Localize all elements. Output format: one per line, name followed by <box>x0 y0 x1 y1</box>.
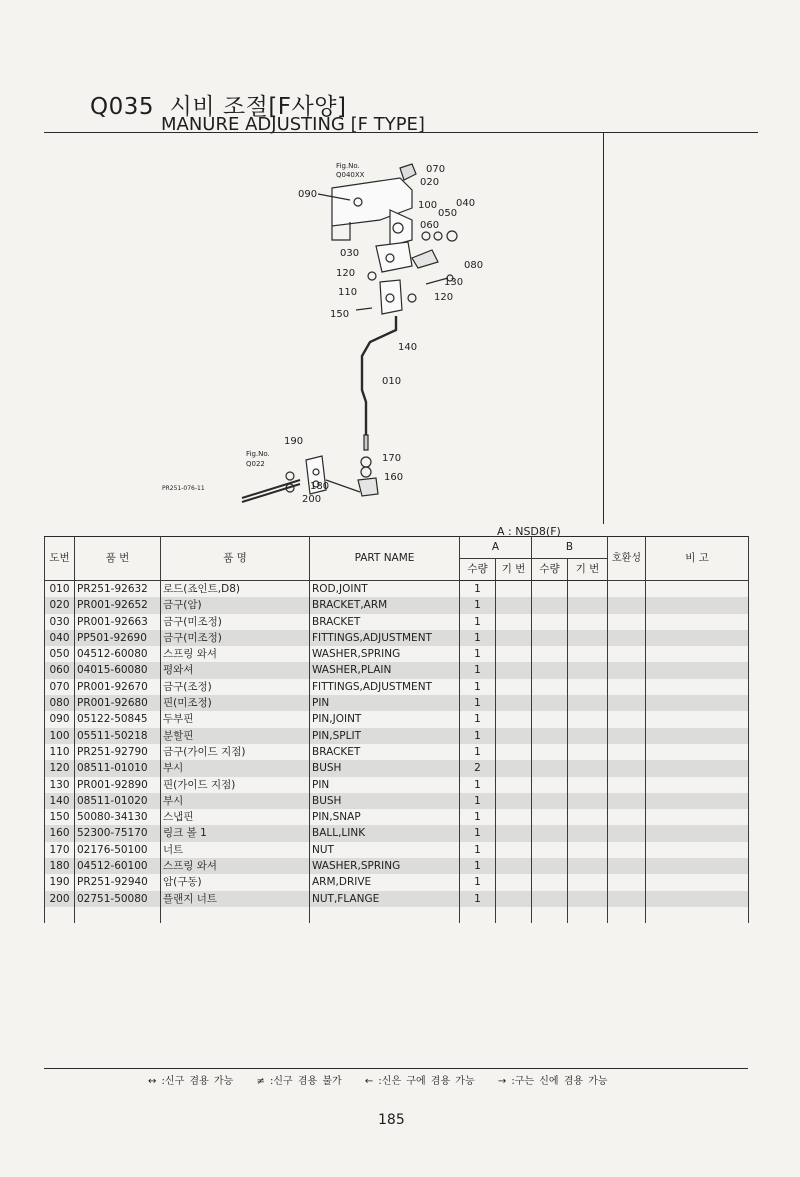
row-part-no: 04015-60080 <box>75 662 161 678</box>
row-qty-a: 1 <box>460 630 496 646</box>
row-interchange <box>608 597 646 613</box>
row-no: 200 <box>45 891 75 907</box>
row-qty-b <box>532 728 568 744</box>
row-no: 080 <box>45 695 75 711</box>
row-no: 030 <box>45 614 75 630</box>
row-base-a <box>496 809 532 825</box>
row-interchange <box>608 793 646 809</box>
row-qty-b <box>532 695 568 711</box>
row-remarks <box>646 662 749 678</box>
page-number: 185 <box>378 1112 405 1128</box>
table-row <box>45 662 749 678</box>
row-remarks <box>646 777 749 793</box>
row-qty-b <box>532 646 568 662</box>
row-base-a <box>496 614 532 630</box>
row-part-no: 04512-60080 <box>75 646 161 662</box>
row-remarks <box>646 646 749 662</box>
callout: 200 <box>302 494 322 505</box>
row-base-a <box>496 646 532 662</box>
callout: 130 <box>444 277 464 288</box>
row-no: 170 <box>45 842 75 858</box>
row-no: 090 <box>45 711 75 727</box>
row-base-a <box>496 858 532 874</box>
row-remarks <box>646 597 749 613</box>
right-panel-divider <box>603 132 604 524</box>
row-base-a <box>496 630 532 646</box>
row-name-ko: 평와셔 <box>161 662 310 678</box>
row-qty-b <box>532 597 568 613</box>
col-header-interchange: 호환성 <box>608 537 646 581</box>
row-name-ko: 암(구동) <box>161 874 310 890</box>
table-row <box>45 858 749 874</box>
row-remarks <box>646 614 749 630</box>
row-base-b <box>568 728 608 744</box>
row-interchange <box>608 744 646 760</box>
row-part-no: 05511-50218 <box>75 728 161 744</box>
row-name-ko: 두부핀 <box>161 711 310 727</box>
footer-rule <box>44 1068 748 1069</box>
row-part-no: PR251-92632 <box>75 581 161 598</box>
row-part-name: ROD,JOINT <box>310 581 460 598</box>
row-qty-a: 1 <box>460 662 496 678</box>
row-part-no: 02751-50080 <box>75 891 161 907</box>
callout: 090 <box>298 189 318 200</box>
table-row <box>45 809 749 825</box>
row-base-a <box>496 597 532 613</box>
row-qty-a: 1 <box>460 842 496 858</box>
callout: 080 <box>464 260 484 271</box>
callout: 030 <box>340 248 360 259</box>
col-header-group-b: B <box>532 537 608 559</box>
col-header-base-b: 기 번 <box>568 559 608 581</box>
callout: 050 <box>438 208 458 219</box>
row-name-ko: 금구(가이드 지점) <box>161 744 310 760</box>
row-part-name: FITTINGS,ADJUSTMENT <box>310 630 460 646</box>
row-no: 110 <box>45 744 75 760</box>
table-row <box>45 581 749 598</box>
col-header-group-a: A <box>460 537 532 559</box>
table-blank-area <box>45 907 749 923</box>
row-qty-b <box>532 793 568 809</box>
row-name-ko: 스프링 와셔 <box>161 858 310 874</box>
compatibility-legend <box>148 1072 626 1087</box>
col-header-qty-b: 수량 <box>532 559 568 581</box>
drawing-number: PR251-076-11 <box>162 485 205 492</box>
row-qty-b <box>532 679 568 695</box>
row-no: 130 <box>45 777 75 793</box>
row-qty-a: 1 <box>460 777 496 793</box>
row-base-a <box>496 662 532 678</box>
row-part-no: 04512-60100 <box>75 858 161 874</box>
row-interchange <box>608 614 646 630</box>
row-no: 190 <box>45 874 75 890</box>
exploded-parts-diagram <box>150 150 500 520</box>
legend-item: → :구는 신에 겸용 가능 <box>497 1076 608 1087</box>
row-no: 100 <box>45 728 75 744</box>
row-qty-b <box>532 825 568 841</box>
row-qty-a: 1 <box>460 614 496 630</box>
row-base-b <box>568 662 608 678</box>
row-interchange <box>608 874 646 890</box>
row-no: 120 <box>45 760 75 776</box>
table-row <box>45 646 749 662</box>
row-base-b <box>568 858 608 874</box>
parts-table <box>44 536 749 923</box>
callout: 070 <box>426 164 446 175</box>
header-rule <box>44 132 758 133</box>
row-qty-b <box>532 760 568 776</box>
callout: 110 <box>338 287 358 298</box>
row-interchange <box>608 662 646 678</box>
row-part-no: PP501-92690 <box>75 630 161 646</box>
row-interchange <box>608 760 646 776</box>
row-name-ko: 스냅핀 <box>161 809 310 825</box>
row-interchange <box>608 679 646 695</box>
code-text: Q035 <box>90 94 155 120</box>
row-remarks <box>646 728 749 744</box>
row-qty-a: 1 <box>460 891 496 907</box>
col-header-part-no: 품 번 <box>75 537 161 581</box>
col-header-no: 도번 <box>45 537 75 581</box>
row-interchange <box>608 858 646 874</box>
table-row <box>45 842 749 858</box>
row-part-no: 52300-75170 <box>75 825 161 841</box>
row-qty-a: 1 <box>460 809 496 825</box>
row-part-name: BUSH <box>310 760 460 776</box>
row-interchange <box>608 891 646 907</box>
row-name-ko: 스프링 와셔 <box>161 646 310 662</box>
row-part-no: 05122-50845 <box>75 711 161 727</box>
row-part-no: 50080-34130 <box>75 809 161 825</box>
table-row <box>45 777 749 793</box>
table-row <box>45 711 749 727</box>
row-part-name: PIN,JOINT <box>310 711 460 727</box>
row-remarks <box>646 874 749 890</box>
row-base-a <box>496 581 532 598</box>
table-row <box>45 744 749 760</box>
row-base-a <box>496 874 532 890</box>
callout: 170 <box>382 453 402 464</box>
row-base-a <box>496 825 532 841</box>
row-name-ko: 금구(미조정) <box>161 614 310 630</box>
row-part-name: PIN,SPLIT <box>310 728 460 744</box>
row-name-ko: 너트 <box>161 842 310 858</box>
row-part-no: PR001-92663 <box>75 614 161 630</box>
row-base-b <box>568 825 608 841</box>
fig-ref-bottom-label: Fig.No. <box>246 450 270 458</box>
row-base-b <box>568 874 608 890</box>
row-qty-b <box>532 581 568 598</box>
row-remarks <box>646 858 749 874</box>
row-remarks <box>646 695 749 711</box>
row-qty-b <box>532 711 568 727</box>
callout: 100 <box>418 200 438 211</box>
row-remarks <box>646 793 749 809</box>
row-part-no: PR001-92652 <box>75 597 161 613</box>
row-part-name: PIN,SNAP <box>310 809 460 825</box>
model-note: A : NSD8(F) <box>497 525 561 538</box>
row-interchange <box>608 646 646 662</box>
row-name-ko: 플랜지 너트 <box>161 891 310 907</box>
row-part-no: 02176-50100 <box>75 842 161 858</box>
row-base-b <box>568 760 608 776</box>
row-qty-b <box>532 777 568 793</box>
row-base-b <box>568 695 608 711</box>
row-qty-a: 2 <box>460 760 496 776</box>
row-qty-a: 1 <box>460 711 496 727</box>
col-header-base-a: 기 번 <box>496 559 532 581</box>
legend-item: ← :신은 구에 겸용 가능 <box>364 1076 475 1087</box>
row-interchange <box>608 695 646 711</box>
row-remarks <box>646 891 749 907</box>
row-name-ko: 금구(미조정) <box>161 630 310 646</box>
table-row <box>45 614 749 630</box>
row-part-name: WASHER,SPRING <box>310 646 460 662</box>
row-name-ko: 로드(죠인트,D8) <box>161 581 310 598</box>
row-base-b <box>568 614 608 630</box>
row-base-a <box>496 728 532 744</box>
title-ko: 시비 조절[F사양] <box>169 94 347 120</box>
row-name-ko: 부시 <box>161 760 310 776</box>
row-part-name: WASHER,SPRING <box>310 858 460 874</box>
row-name-ko: 분할핀 <box>161 728 310 744</box>
table-row <box>45 891 749 907</box>
row-base-a <box>496 891 532 907</box>
row-base-b <box>568 597 608 613</box>
row-qty-a: 1 <box>460 646 496 662</box>
row-base-a <box>496 679 532 695</box>
row-name-ko: 핀(미조정) <box>161 695 310 711</box>
row-base-b <box>568 793 608 809</box>
row-no: 160 <box>45 825 75 841</box>
row-name-ko: 부시 <box>161 793 310 809</box>
callout: 120 <box>434 292 454 303</box>
row-base-b <box>568 777 608 793</box>
row-qty-b <box>532 662 568 678</box>
row-part-name: FITTINGS,ADJUSTMENT <box>310 679 460 695</box>
callout: 160 <box>384 472 404 483</box>
row-qty-a: 1 <box>460 695 496 711</box>
row-qty-b <box>532 614 568 630</box>
fig-ref-bottom-value: Q022 <box>246 460 265 468</box>
row-remarks <box>646 630 749 646</box>
fig-ref-top-label: Fig.No. <box>336 162 360 170</box>
row-part-name: BRACKET <box>310 744 460 760</box>
row-qty-a: 1 <box>460 874 496 890</box>
table-row <box>45 630 749 646</box>
table-row <box>45 793 749 809</box>
callout: 020 <box>420 177 440 188</box>
row-qty-b <box>532 630 568 646</box>
row-base-a <box>496 777 532 793</box>
row-base-b <box>568 581 608 598</box>
row-remarks <box>646 711 749 727</box>
table-row <box>45 728 749 744</box>
row-remarks <box>646 842 749 858</box>
row-name-ko: 금구(암) <box>161 597 310 613</box>
row-base-a <box>496 744 532 760</box>
callout: 120 <box>336 268 356 279</box>
row-qty-b <box>532 809 568 825</box>
row-no: 040 <box>45 630 75 646</box>
col-header-name-ko: 품 명 <box>161 537 310 581</box>
row-interchange <box>608 581 646 598</box>
row-qty-a: 1 <box>460 858 496 874</box>
row-no: 060 <box>45 662 75 678</box>
row-name-ko: 핀(가이드 지점) <box>161 777 310 793</box>
row-qty-a: 1 <box>460 728 496 744</box>
row-qty-a: 1 <box>460 581 496 598</box>
row-no: 020 <box>45 597 75 613</box>
row-no: 180 <box>45 858 75 874</box>
legend-item: ↔ :신구 겸용 가능 <box>148 1076 234 1087</box>
row-interchange <box>608 809 646 825</box>
row-name-ko: 링크 볼 1 <box>161 825 310 841</box>
table-row <box>45 825 749 841</box>
table-row <box>45 695 749 711</box>
row-qty-b <box>532 842 568 858</box>
row-part-no: PR251-92940 <box>75 874 161 890</box>
row-part-name: WASHER,PLAIN <box>310 662 460 678</box>
callout: 010 <box>382 376 402 387</box>
col-header-remarks: 비 고 <box>646 537 749 581</box>
row-interchange <box>608 777 646 793</box>
row-interchange <box>608 711 646 727</box>
row-base-b <box>568 679 608 695</box>
row-remarks <box>646 760 749 776</box>
row-qty-a: 1 <box>460 597 496 613</box>
row-qty-b <box>532 858 568 874</box>
row-qty-b <box>532 744 568 760</box>
row-part-name: BALL,LINK <box>310 825 460 841</box>
row-no: 050 <box>45 646 75 662</box>
row-base-a <box>496 695 532 711</box>
row-base-b <box>568 744 608 760</box>
callout: 190 <box>284 436 304 447</box>
row-interchange <box>608 728 646 744</box>
row-part-no: PR251-92790 <box>75 744 161 760</box>
row-base-b <box>568 711 608 727</box>
row-base-a <box>496 711 532 727</box>
row-part-name: BRACKET,ARM <box>310 597 460 613</box>
row-base-b <box>568 646 608 662</box>
callout: 140 <box>398 342 418 353</box>
row-part-name: NUT <box>310 842 460 858</box>
row-interchange <box>608 630 646 646</box>
row-remarks <box>646 809 749 825</box>
row-part-no: PR001-92890 <box>75 777 161 793</box>
row-base-a <box>496 760 532 776</box>
row-remarks <box>646 581 749 598</box>
row-part-no: 08511-01010 <box>75 760 161 776</box>
row-base-b <box>568 630 608 646</box>
row-part-no: PR001-92680 <box>75 695 161 711</box>
row-no: 150 <box>45 809 75 825</box>
title-en: MANURE ADJUSTING [F TYPE] <box>161 114 425 135</box>
row-no: 070 <box>45 679 75 695</box>
table-row <box>45 874 749 890</box>
row-part-name: BRACKET <box>310 614 460 630</box>
row-qty-a: 1 <box>460 744 496 760</box>
callout: 060 <box>420 220 440 231</box>
callout: 150 <box>330 309 350 320</box>
row-qty-a: 1 <box>460 679 496 695</box>
row-interchange <box>608 825 646 841</box>
row-base-a <box>496 793 532 809</box>
row-remarks <box>646 679 749 695</box>
row-qty-b <box>532 874 568 890</box>
row-no: 140 <box>45 793 75 809</box>
row-interchange <box>608 842 646 858</box>
table-row <box>45 679 749 695</box>
row-qty-a: 1 <box>460 793 496 809</box>
row-base-b <box>568 891 608 907</box>
row-part-name: NUT,FLANGE <box>310 891 460 907</box>
row-part-name: ARM,DRIVE <box>310 874 460 890</box>
table-row <box>45 597 749 613</box>
row-remarks <box>646 825 749 841</box>
legend-item: ≠ :신구 겸용 불가 <box>256 1076 342 1087</box>
row-remarks <box>646 744 749 760</box>
row-base-a <box>496 842 532 858</box>
row-no: 010 <box>45 581 75 598</box>
row-qty-b <box>532 891 568 907</box>
row-part-no: 08511-01020 <box>75 793 161 809</box>
row-name-ko: 금구(조정) <box>161 679 310 695</box>
col-header-part-name: PART NAME <box>310 537 460 581</box>
row-part-no: PR001-92670 <box>75 679 161 695</box>
row-base-b <box>568 809 608 825</box>
row-part-name: PIN <box>310 777 460 793</box>
callout: 040 <box>456 198 476 209</box>
row-qty-a: 1 <box>460 825 496 841</box>
row-base-b <box>568 842 608 858</box>
col-header-qty-a: 수량 <box>460 559 496 581</box>
fig-ref-top-value: Q040XX <box>336 171 365 179</box>
table-row <box>45 760 749 776</box>
row-part-name: PIN <box>310 695 460 711</box>
callout: 180 <box>310 481 330 492</box>
row-part-name: BUSH <box>310 793 460 809</box>
